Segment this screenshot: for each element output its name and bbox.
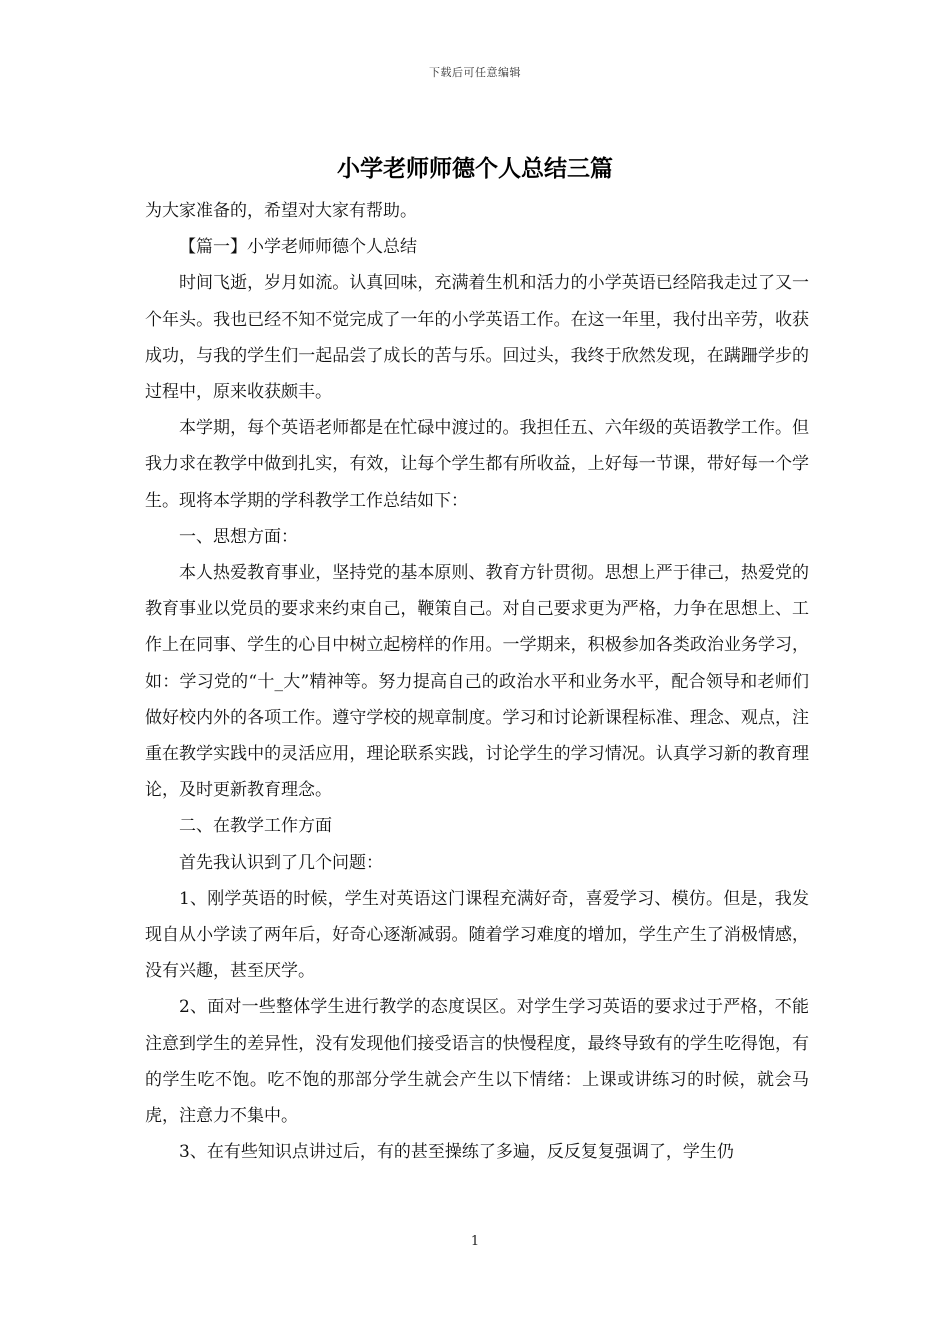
list-item-2: 2、面对一些整体学生进行教学的态度误区。对学生学习英语的要求过于严格，不能注意到学生的差异性，没有发现他们接受语言的快慢程度，最终导致有的学生吃得饱，有的学生吃不饱。吃不饱的那部分学生就会产生以下情绪：上课或讲练习的时候，就会马虎，注意力不集中。 bbox=[145, 997, 809, 1127]
list-item-1: 1、刚学英语的时候，学生对英语这门课程充满好奇，喜爱学习、模仿。但是，我发现自从小学读了两年后，好奇心逐渐减弱。随着学习难度的增加，学生产生了消极情感，没有兴趣，甚至厌学。 bbox=[145, 888, 809, 982]
document-title: 小学老师师德个人总结三篇 bbox=[337, 155, 613, 182]
document-body bbox=[145, 193, 809, 1170]
intro-paragraph: 为大家准备的，希望对大家有帮助。 bbox=[145, 201, 417, 221]
subheading-thought: 一、思想方面： bbox=[179, 526, 298, 547]
subheading-teaching: 二、在教学工作方面 bbox=[179, 816, 332, 837]
header-note: 下载后可任意编辑 bbox=[429, 66, 521, 79]
body-paragraph: 本学期，每个英语老师都是在忙碌中渡过的。我担任五、六年级的英语教学工作。但我力求在教学中做到扎实，有效，让每个学生都有所收益，上好每一节课，带好每一个学生。现将本学期的学科教学工作总结如下： bbox=[145, 418, 809, 511]
section-heading-part-one: 【篇一】小学老师师德个人总结 bbox=[179, 237, 417, 258]
body-paragraph: 首先我认识到了几个问题： bbox=[179, 852, 383, 873]
body-paragraph: 时间飞逝，岁月如流。认真回味，充满着生机和活力的小学英语已经陪我走过了又一个年头。我也已经不知不觉完成了一年的小学英语工作。在这一年里，我付出辛劳，收获成功，与我的学生们一起品尝了成长的苦与乐。回过头，我终于欣然发现，在蹒跚学步的过程中，原来收获颇丰。 bbox=[145, 273, 809, 403]
page-number: 1 bbox=[470, 1234, 480, 1249]
body-paragraph: 本人热爱教育事业，坚持党的基本原则、教育方针贯彻。思想上严于律己，热爱党的教育事业以党员的要求来约束自己，鞭策自己。对自己要求更为严格，力争在思想上、工作上在同事、学生的心目中树立起榜样的作用。一学期来，积极参加各类政治业务学习，如：学习党的“十_大”精神等。努力提高自己的政治水平和业务水平，配合领导和老师们做好校内外的各项工作。遵守学校的规章制度。学习和讨论新课程标准、理念、观点，注重在教学实践中的灵活应用，理论联系实践，讨论学生的学习情况。认真学习新的教育理论，及时更新教育理念。 bbox=[145, 563, 809, 801]
list-item-3: 3、在有些知识点讲过后，有的甚至操练了多遍，反反复复强调了，学生仍 bbox=[179, 1142, 734, 1163]
